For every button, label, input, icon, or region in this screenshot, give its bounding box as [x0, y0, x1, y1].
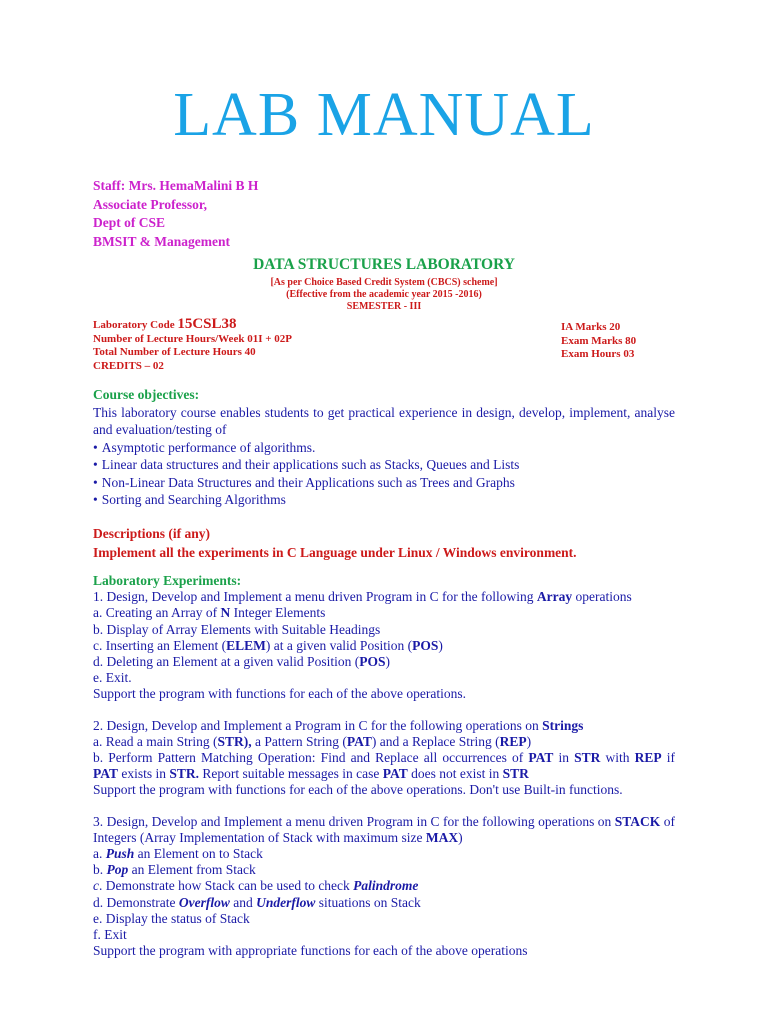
descriptions-text: Implement all the experiments in C Language under Linux / Windows environment.	[93, 545, 577, 560]
semester: SEMESTER - III	[346, 301, 422, 312]
descriptions-heading: Descriptions (if any)	[93, 526, 210, 541]
lab-title: DATA STRUCTURES LABORATORY	[253, 256, 515, 273]
scheme-line: [As per Choice Based Credit System (CBCS) scheme]	[270, 277, 498, 288]
exam-marks: Exam Marks 80	[561, 334, 637, 347]
experiment-1-title: 1. Design, Develop and Implement a menu driven Program in C for the following Array operations	[93, 589, 632, 605]
lecture-hours-week: Number of Lecture Hours/Week 01I + 02P	[93, 332, 292, 345]
experiment-2-item-b: b. Perform Pattern Matching Operation: Find and Replace all occurrences of PAT in STR with REP if PAT exists in STR. Report suitable messages in case PAT does not exist in STR	[93, 750, 675, 782]
experiments-heading: Laboratory Experiments:	[93, 573, 242, 588]
objective-item: • Non-Linear Data Structures and their Applications such as Trees and Graphs	[93, 474, 675, 492]
experiment-3-support: Support the program with appropriate functions for each of the above operations	[93, 943, 528, 959]
lab-meta-left	[93, 318, 292, 373]
laboratory-experiments	[93, 573, 675, 959]
objective-item: • Linear data structures and their applications such as Stacks, Queues and Lists	[93, 456, 675, 474]
experiment-1-item-c: c. Inserting an Element (ELEM) at a given valid Position (POS)	[93, 637, 443, 653]
objective-item: • Asymptotic performance of algorithms.	[93, 439, 675, 457]
objectives-intro: This laboratory course enables students to get practical experience in design, develop, implement, analyse and evaluation/testing of	[93, 404, 675, 437]
experiment-3-title: 3. Design, Develop and Implement a menu driven Program in C for the following operations on STACK of Integers (Array Implementation of Stack with maximum size MAX)	[93, 813, 676, 845]
credits: CREDITS – 02	[93, 359, 164, 372]
descriptions	[93, 524, 675, 562]
experiment-1-item-e: e. Exit.	[93, 670, 132, 686]
ia-marks: IA Marks 20	[561, 321, 621, 333]
experiment-3-item-f: f. Exit	[93, 927, 127, 943]
lab-meta-right	[561, 318, 636, 362]
staff-name: Staff: Mrs. HemaMalini B H	[93, 178, 259, 193]
lab-code-value: 15CSL38	[177, 316, 237, 332]
experiment-3-item-a: a. Push an Element on to Stack	[93, 846, 263, 862]
staff-designation: Associate Professor,	[93, 196, 207, 212]
lab-code: Laboratory Code 15CSL38	[93, 316, 237, 332]
experiment-3-item-e: e. Display the status of Stack	[93, 910, 250, 926]
experiment-1-item-d: d. Deleting an Element at a given valid Position (POS)	[93, 654, 390, 670]
experiment-1	[93, 589, 675, 702]
scheme-info	[0, 277, 768, 313]
staff-department: Dept of CSE	[93, 215, 166, 230]
effective-year: (Effective from the academic year 2015 -2016)	[286, 289, 482, 300]
exam-hours: Exam Hours 03	[561, 348, 635, 360]
experiment-3-item-d: d. Demonstrate Overflow and Underflow situations on Stack	[93, 894, 421, 910]
objectives-heading: Course objectives:	[93, 387, 200, 402]
experiment-1-item-a: a. Creating an Array of N Integer Elements	[93, 605, 326, 621]
staff-institution: BMSIT & Management	[93, 233, 230, 249]
experiment-1-item-b: b. Display of Array Elements with Suitable Headings	[93, 621, 381, 637]
page-title: LAB MANUAL	[173, 81, 595, 149]
experiment-3-item-c: c. Demonstrate how Stack can be used to check Palindrome	[93, 878, 419, 894]
staff-info	[93, 177, 258, 251]
experiment-3	[93, 814, 675, 960]
experiment-1-support: Support the program with functions for each of the above operations.	[93, 686, 467, 702]
experiment-2	[93, 718, 675, 799]
experiment-2-title: 2. Design, Develop and Implement a Program in C for the following operations on Strings	[93, 717, 584, 733]
experiment-2-item-a: a. Read a main String (STR), a Pattern String (PAT) and a Replace String (REP)	[93, 733, 532, 749]
experiment-2-support: Support the program with functions for each of the above operations. Don't use Built-in functions.	[93, 782, 623, 798]
experiment-3-item-b: b. Pop an Element from Stack	[93, 862, 256, 878]
total-lecture-hours: Total Number of Lecture Hours 40	[93, 346, 256, 358]
objective-item: • Sorting and Searching Algorithms	[93, 491, 675, 509]
course-objectives	[93, 386, 675, 509]
